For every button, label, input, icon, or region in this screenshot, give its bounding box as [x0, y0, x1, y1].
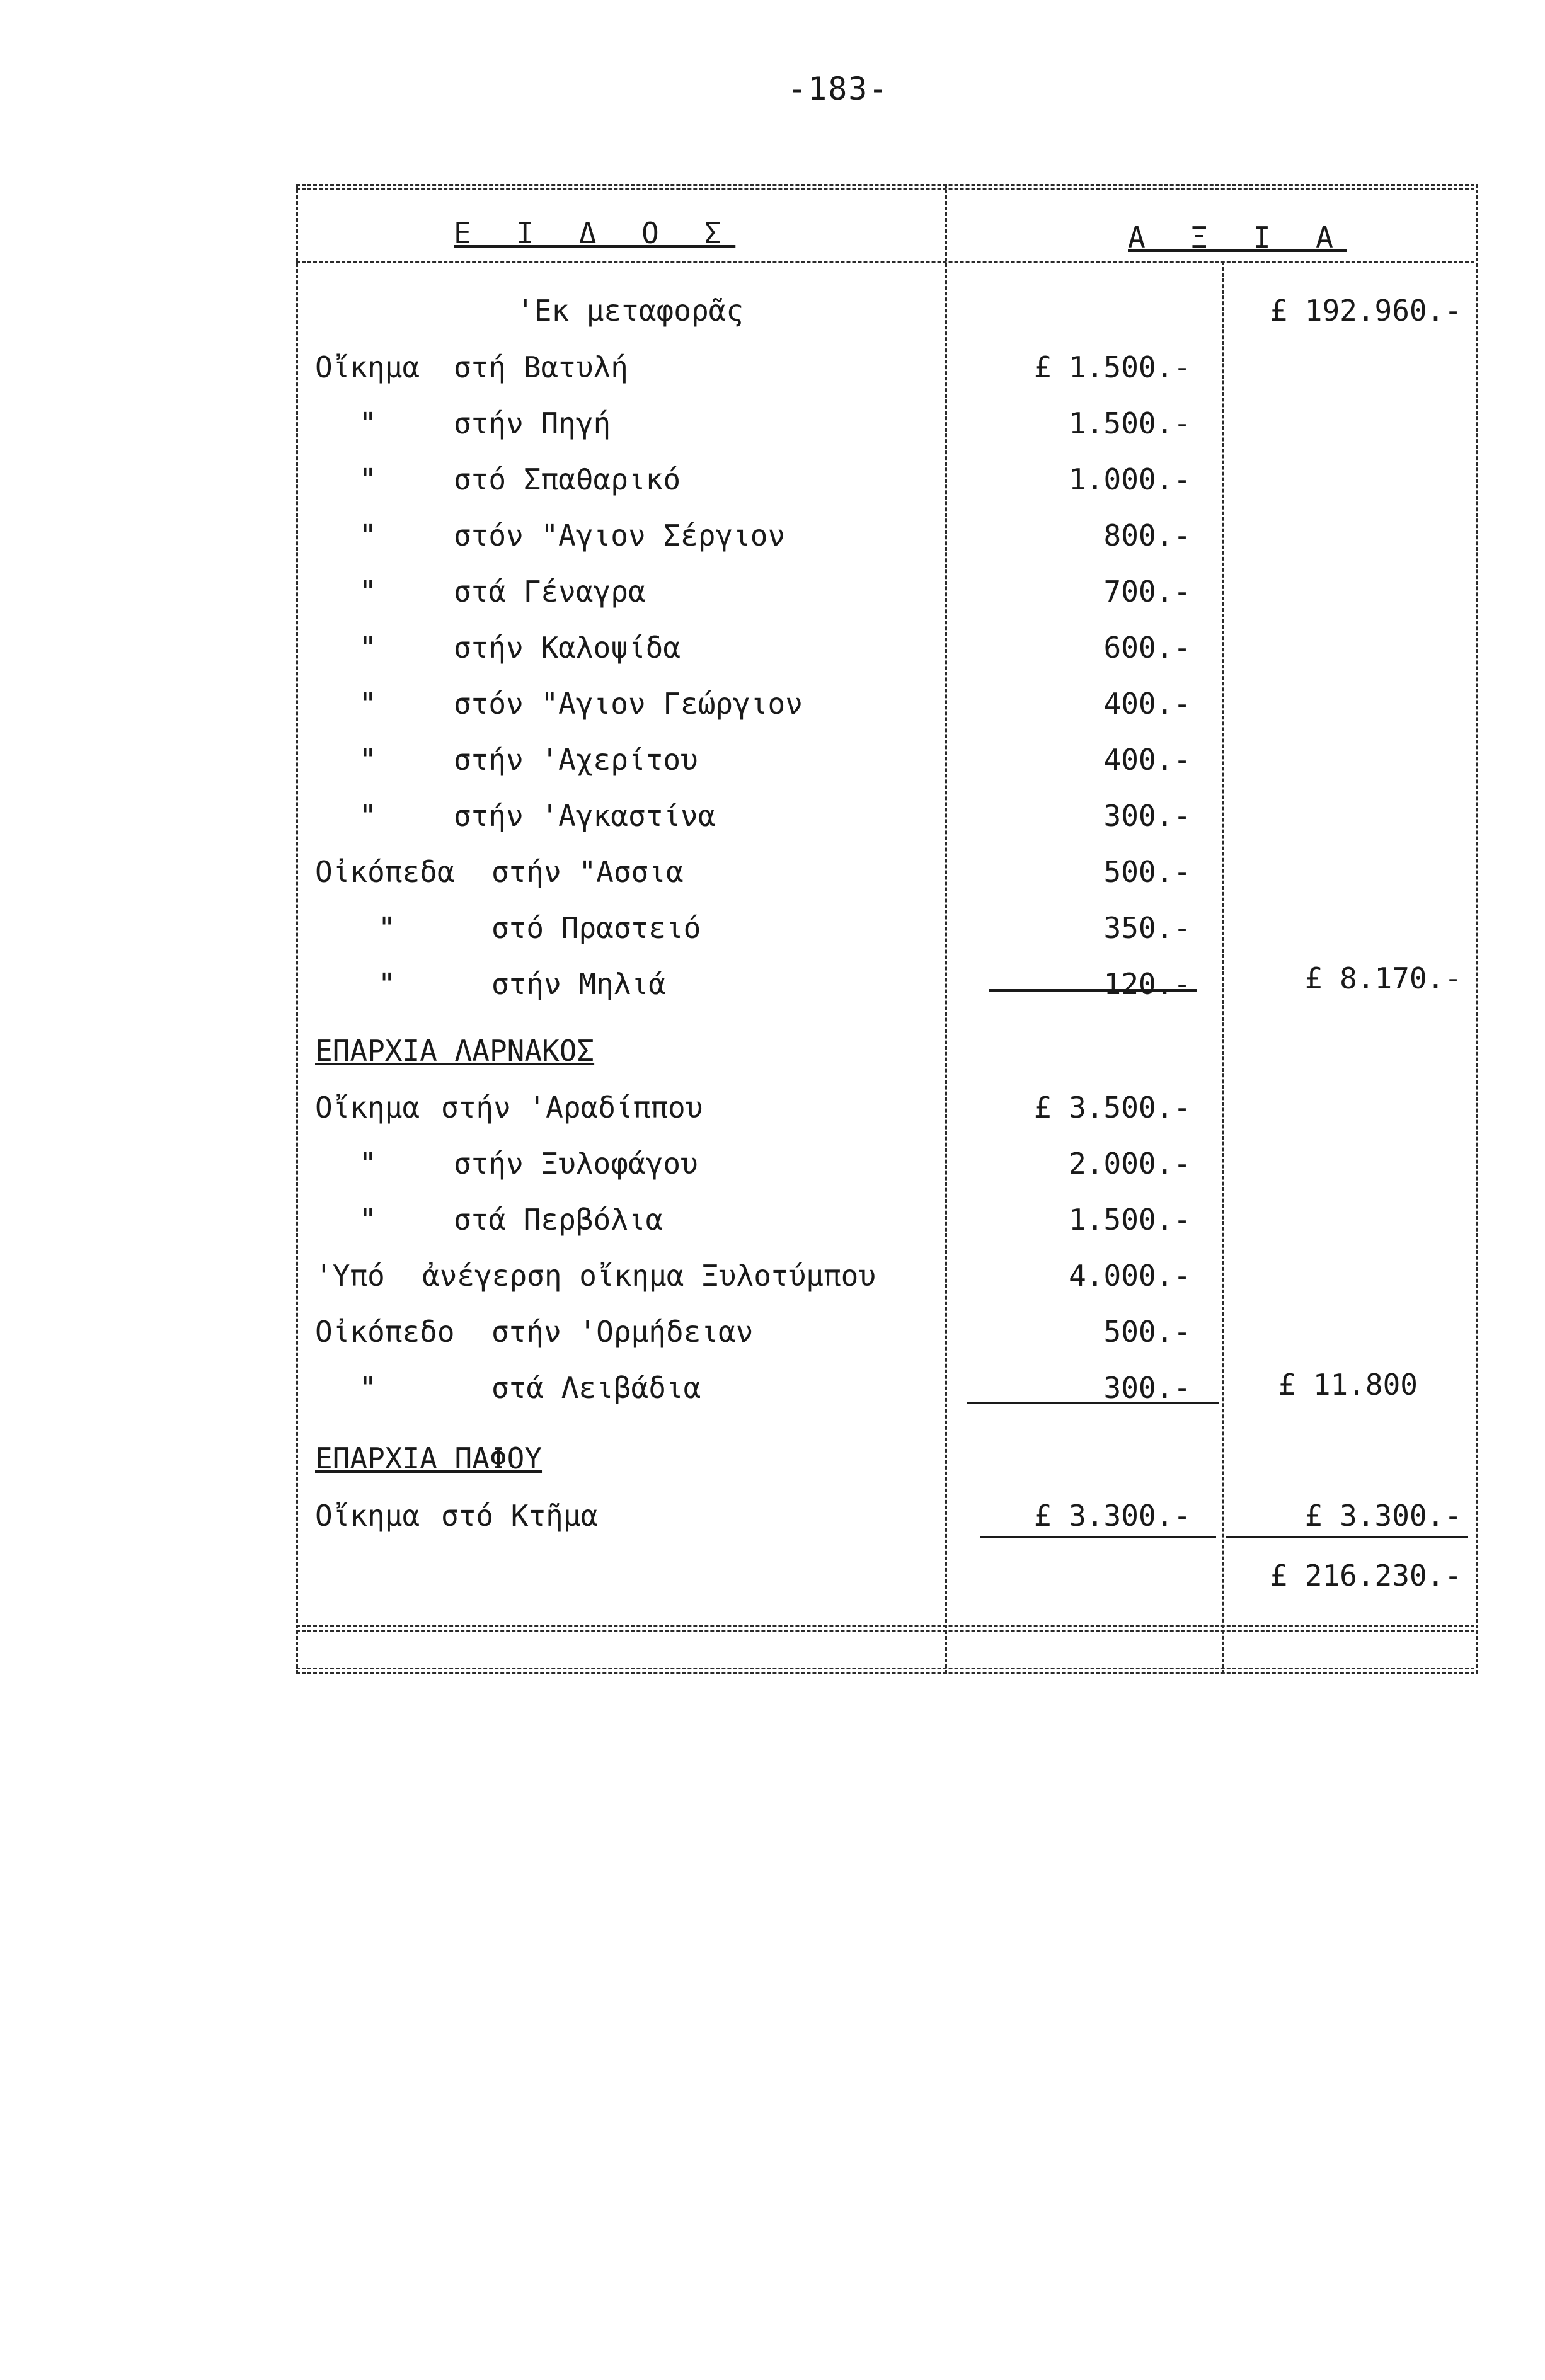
subtotal-rule-4	[1226, 1536, 1468, 1538]
row-amount: 350.-	[1103, 911, 1191, 945]
row-prefix: "	[359, 687, 377, 721]
row-label: στήν 'Αραδίππου	[441, 1090, 703, 1124]
group-title-pafos: ΕΠΑΡΧΙΑ ΠΑΦΟΥ	[315, 1441, 543, 1475]
row-amount: 2.000.-	[1069, 1147, 1191, 1181]
row-label: στήν Καλοψίδα	[454, 631, 681, 665]
row-prefix: Οἰκόπεδα	[315, 855, 455, 889]
row-label: στήν Ξυλοφάγου	[454, 1147, 698, 1181]
table-bottom-rule-1	[296, 1625, 1474, 1632]
row-label: στό Κτῆμα	[441, 1499, 599, 1533]
row-amount: 4.000.-	[1069, 1259, 1191, 1293]
row-amount: 400.-	[1103, 687, 1191, 721]
subtotal-rule-3	[980, 1536, 1216, 1538]
row-prefix: "	[359, 743, 377, 777]
row-label: στήν 'Αχερίτου	[454, 743, 698, 777]
row-amount: 1.500.-	[1069, 406, 1191, 440]
table-bottom-rule-2	[296, 1668, 1474, 1674]
row-prefix: "	[359, 631, 377, 665]
row-label: στόν "Αγιον Γεώργιον	[454, 687, 803, 721]
row-prefix: "	[359, 575, 377, 609]
row-amount: 300.-	[1103, 1371, 1191, 1405]
row-label: στά Λειβάδια	[491, 1371, 701, 1405]
subtotal-group1: £ 8.170.-	[1304, 961, 1462, 995]
row-label: στή Βατυλή	[454, 350, 628, 384]
row-amount: 120.-	[1103, 967, 1191, 1001]
row-label: στήν 'Αγκαστίνα	[454, 799, 716, 833]
row-label: στήν Μηλιά	[491, 967, 666, 1001]
row-label: στό Σπαθαρικό	[454, 462, 681, 496]
row-label: στήν "Ασσια	[491, 855, 684, 889]
subtotal-group2: £ 11.800	[1278, 1368, 1418, 1402]
row-label: στά Περβόλια	[454, 1203, 663, 1237]
row-prefix: "	[359, 518, 377, 552]
row-label: στά Γέναγρα	[454, 575, 646, 609]
row-amount: 300.-	[1103, 799, 1191, 833]
row-prefix: "	[359, 1371, 377, 1405]
row-prefix: "	[359, 406, 377, 440]
row-amount: 1.000.-	[1069, 462, 1191, 496]
row-prefix: "	[359, 462, 377, 496]
grand-total: £ 216.230.-	[1270, 1559, 1462, 1593]
row-amount: 800.-	[1103, 518, 1191, 552]
row-amount: £ 3.500.-	[1033, 1090, 1191, 1124]
carried-forward-total: £ 192.960.-	[1270, 294, 1462, 328]
row-prefix: "	[378, 967, 396, 1001]
row-prefix: Οἴκημα	[315, 1499, 420, 1533]
row-prefix: "	[359, 799, 377, 833]
table-top-rule	[296, 184, 1474, 190]
row-prefix: Οἰκόπεδο	[315, 1315, 455, 1349]
page-number: -183-	[788, 71, 889, 107]
carried-forward-label: 'Εκ μεταφορᾶς	[517, 294, 744, 328]
row-prefix: "	[359, 1147, 377, 1181]
row-amount: 400.-	[1103, 743, 1191, 777]
row-amount: 600.-	[1103, 631, 1191, 665]
row-prefix: Οἴκημα	[315, 1090, 420, 1124]
row-prefix: "	[359, 1203, 377, 1237]
header-kind: Ε Ι Δ Ο Σ	[454, 216, 736, 250]
subtotal-rule-2	[967, 1402, 1219, 1404]
column-divider-2	[1222, 261, 1224, 1674]
row-label: στήν Πηγή	[454, 406, 611, 440]
header-rule	[296, 261, 1474, 263]
column-divider-1	[945, 184, 947, 1674]
row-label: ἀνέγερση οἴκημα Ξυλοτύμπου	[422, 1259, 876, 1293]
subtotal-rule-1	[989, 989, 1197, 992]
row-amount: £ 1.500.-	[1033, 350, 1191, 384]
row-amount: 1.500.-	[1069, 1203, 1191, 1237]
row-prefix: "	[378, 911, 396, 945]
row-amount: 500.-	[1103, 1315, 1191, 1349]
row-label: στήν 'Ορμήδειαν	[491, 1315, 754, 1349]
row-amount: 700.-	[1103, 575, 1191, 609]
row-label: στόν "Αγιον Σέργιον	[454, 518, 786, 552]
group-title-larnaka: ΕΠΑΡΧΙΑ ΛΑΡΝΑΚΟΣ	[315, 1034, 595, 1068]
header-value: Α Ξ Ι Α	[1128, 220, 1347, 255]
row-amount: 500.-	[1103, 855, 1191, 889]
row-prefix: 'Υπό	[315, 1259, 385, 1293]
row-amount: £ 3.300.-	[1033, 1499, 1191, 1533]
subtotal-group3: £ 3.300.-	[1304, 1499, 1462, 1533]
row-prefix: Οἴκημα	[315, 350, 420, 384]
row-label: στό Πραστειό	[491, 911, 701, 945]
